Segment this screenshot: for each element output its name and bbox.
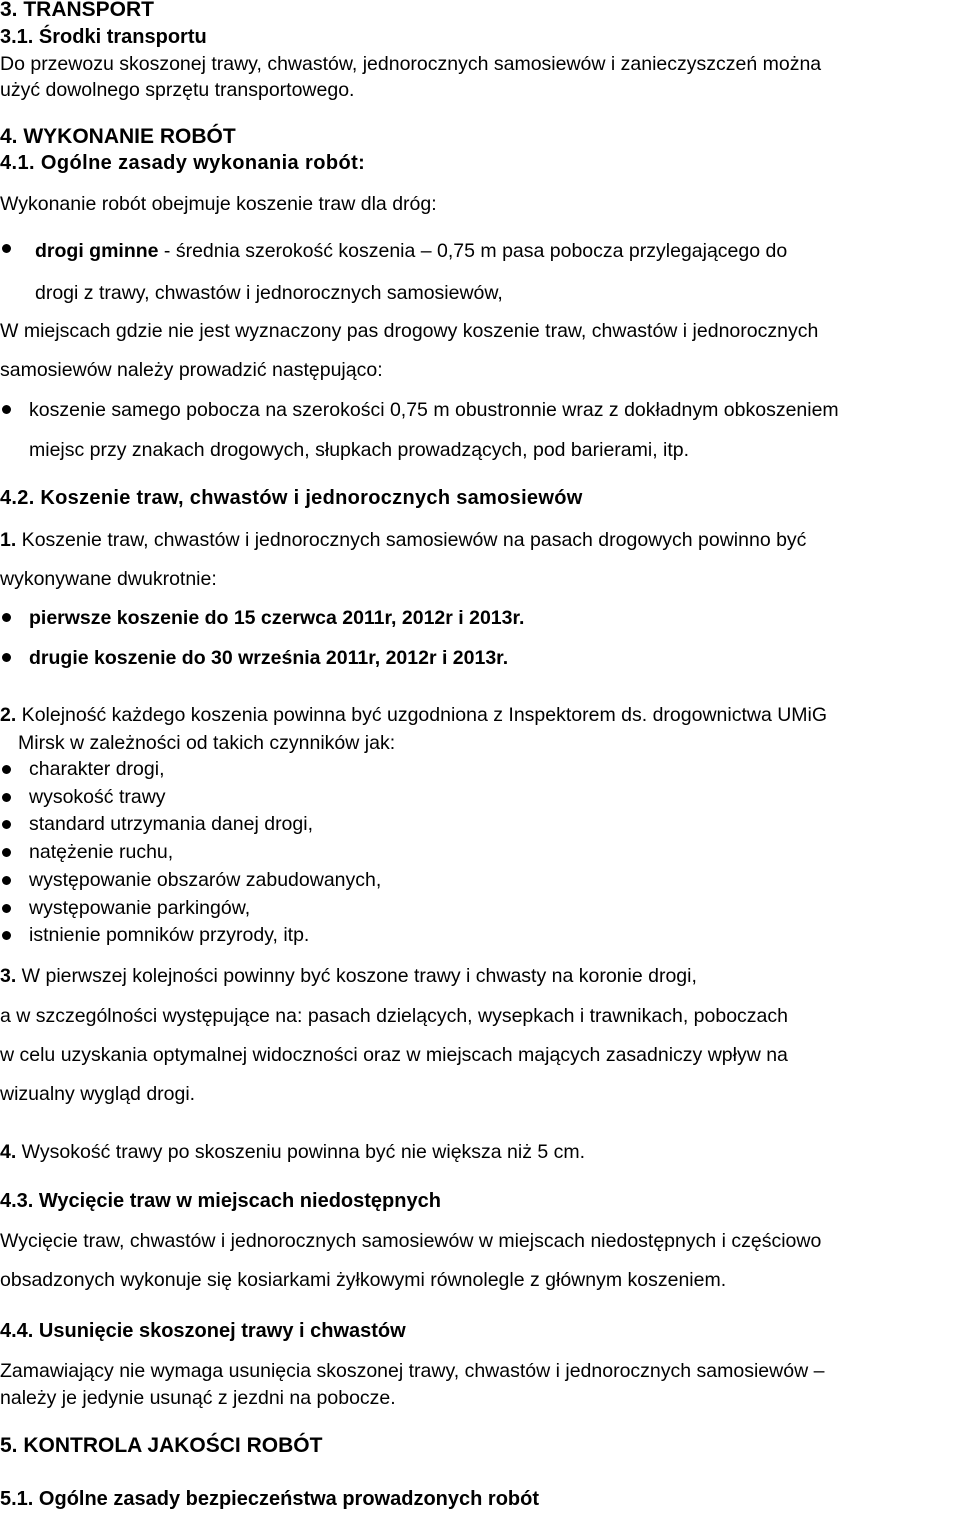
bullet-item [35, 240, 787, 262]
item-number: 2. [0, 704, 17, 726]
section-4-heading: 4. WYKONANIE ROBÓT [0, 125, 236, 148]
paragraph-line [0, 965, 910, 987]
paragraph-line: wykonywane dwukrotnie: [0, 568, 217, 590]
paragraph-line: a w szczególności występujące na: pasach dzielących, wysepkach i trawnikach, poboczach [0, 1005, 788, 1027]
paragraph-line: Zamawiający nie wymaga usunięcia skoszonej trawy, chwastów i jednorocznych samosiewów – [0, 1360, 825, 1382]
bullet-item: koszenie samego pobocza na szerokości 0,75 m obustronnie wraz z dokładnym obkoszeniem [29, 399, 839, 421]
bullet-item: pierwsze koszenie do 15 czerwca 2011r, 2012r i 2013r. [29, 607, 525, 629]
paragraph-line [0, 704, 827, 726]
bullet-icon [2, 244, 11, 253]
section-5-heading: 5. KONTROLA JAKOŚCI ROBÓT [0, 1434, 323, 1457]
item-number: 3. [0, 965, 17, 987]
paragraph-text: Kolejność każdego koszenia powinna być uzgodniona z Inspektorem ds. drogownictwa UMiG [16, 704, 828, 726]
bullet-item-continuation: drogi z trawy, chwastów i jednorocznych samosiewów, [35, 282, 503, 304]
factor-item: charakter drogi, [29, 758, 165, 780]
bullet-item-continuation: miejsc przy znakach drogowych, słupkach prowadzących, pod barierami, itp. [29, 439, 690, 461]
section-4-2-heading: 4.2. Koszenie traw, chwastów i jednorocznych samosiewów [0, 487, 583, 509]
paragraph-line [0, 529, 960, 551]
bullet-icon [2, 653, 11, 662]
paragraph-line: użyć dowolnego sprzętu transportowego. [0, 79, 355, 101]
bullet-icon [2, 765, 11, 774]
factor-item: występowanie parkingów, [29, 896, 251, 919]
item-number: 4. [0, 1141, 17, 1163]
factor-item: natężenie ruchu, [29, 841, 174, 864]
section-5-1-heading: 5.1. Ogólne zasady bezpieczeństwa prowadzonych robót [0, 1488, 540, 1510]
paragraph-line: należy je jedynie usunąć z jezdni na pobocze. [0, 1387, 396, 1409]
paragraph-line: Do przewozu skoszonej trawy, chwastów, jednorocznych samosiewów i zanieczyszczeń można [0, 53, 822, 75]
section-4-4-heading: 4.4. Usunięcie skoszonej trawy i chwastów [0, 1320, 406, 1342]
factor-item: istnienie pomników przyrody, itp. [29, 924, 310, 947]
factor-item: standard utrzymania danej drogi, [29, 813, 313, 836]
section-4-1-heading: 4.1. Ogólne zasady wykonania robót: [0, 152, 366, 174]
paragraph-line: Mirsk w zależności od takich czynników jak: [18, 732, 396, 754]
factor-item: występowanie obszarów zabudowanych, [29, 868, 382, 891]
paragraph-line: Wykonanie robót obejmuje koszenie traw dla dróg: [0, 193, 437, 215]
paragraph-line: wizualny wygląd drogi. [0, 1083, 196, 1105]
section-4-3-heading: 4.3. Wycięcie traw w miejscach niedostępnych [0, 1190, 441, 1212]
paragraph-line: samosiewów należy prowadzić następująco: [0, 359, 383, 381]
bullet-icon [2, 820, 11, 829]
bold-term: drogi gminne [35, 240, 159, 262]
bullet-icon [2, 793, 11, 802]
item-number: 1. [0, 529, 17, 551]
paragraph-text: Wysokość trawy po skoszeniu powinna być nie większa niż 5 cm. [16, 1141, 586, 1163]
bullet-icon [2, 904, 11, 913]
bullet-text: - średnia szerokość koszenia – 0,75 m pasa pobocza przylegającego do [158, 240, 788, 262]
paragraph-text: Koszenie traw, chwastów i jednorocznych samosiewów na pasach drogowych powinno być [16, 529, 807, 551]
paragraph-line: w celu uzyskania optymalnej widoczności oraz w miejscach mających zasadniczy wpływ na [0, 1044, 788, 1066]
section-3-heading: 3. TRANSPORT [0, 0, 155, 21]
paragraph-line: W miejscach gdzie nie jest wyznaczony pas drogowy koszenie traw, chwastów i jednorocznych [0, 320, 819, 342]
bullet-item: drugie koszenie do 30 września 2011r, 2012r i 2013r. [29, 647, 509, 669]
bullet-icon [2, 876, 11, 885]
paragraph-line: obsadzonych wykonuje się kosiarkami żyłkowymi równolegle z głównym koszeniem. [0, 1269, 727, 1291]
bullet-icon [2, 405, 11, 414]
section-3-1-heading: 3.1. Środki transportu [0, 26, 207, 48]
bullet-icon [2, 931, 11, 940]
bullet-icon [2, 613, 11, 622]
paragraph-line [0, 1141, 585, 1163]
bullet-icon [2, 848, 11, 857]
paragraph-text: 3. W pierwszej kolejności powinny być koszone trawy i chwasty na koronie drogi, [0, 965, 697, 987]
paragraph-line: Wycięcie traw, chwastów i jednorocznych samosiewów w miejscach niedostępnych i częściowo [0, 1230, 822, 1252]
factor-item: wysokość trawy [29, 785, 166, 808]
